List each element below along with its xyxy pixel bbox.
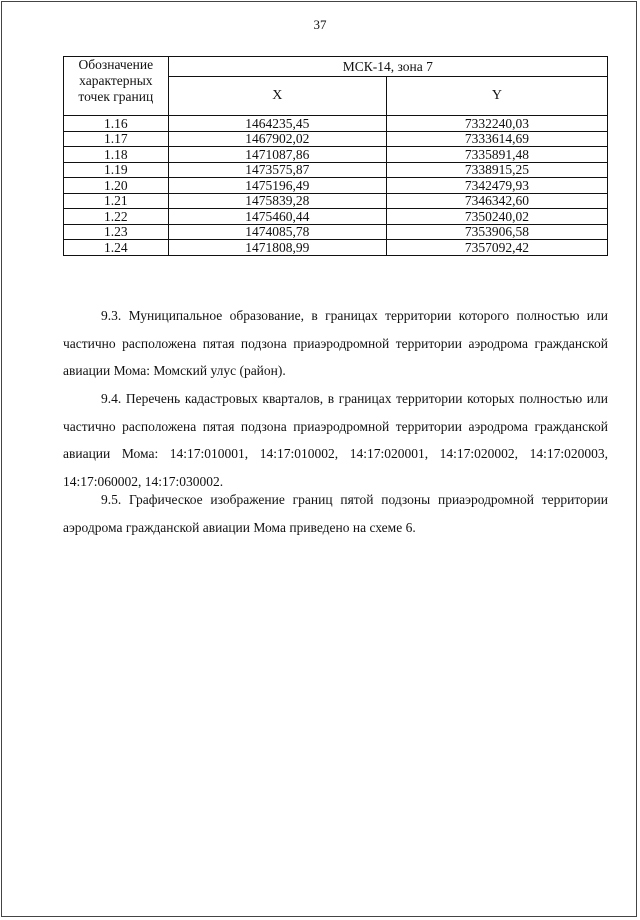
cell-point: 1.21	[64, 193, 169, 209]
cell-x: 1475460,44	[168, 209, 386, 225]
cell-y: 7350240,02	[386, 209, 607, 225]
cell-point: 1.18	[64, 147, 169, 163]
cell-y: 7346342,60	[386, 193, 607, 209]
cell-x: 1475196,49	[168, 178, 386, 194]
paragraph-9-4: 9.4. Перечень кадастровых кварталов, в границах территории которых полностью или частично расположена пятая подзона приаэродромной территории аэродрома гражданской авиации Мома: 14:17:010001, 14:17:010002, 14:17:020001, 14:17:020002, 14:17:020003, 14:17:060002, 14:17:030002.	[63, 391, 608, 489]
cell-y: 7332240,03	[386, 116, 607, 132]
cell-x: 1475839,28	[168, 193, 386, 209]
table-header-row	[64, 57, 608, 77]
header-x: X	[168, 77, 386, 116]
table-body	[64, 116, 608, 256]
cell-y: 7357092,42	[386, 240, 607, 256]
cell-point: 1.24	[64, 240, 169, 256]
table-row	[64, 178, 608, 194]
header-y: Y	[386, 77, 607, 116]
cell-point: 1.17	[64, 131, 169, 147]
paragraph-9-5: 9.5. Графическое изображение границ пятой подзоны приаэродромной территории аэродрома гражданской авиации Мома приведено на схеме 6.	[63, 492, 608, 535]
table-row	[64, 162, 608, 178]
cell-x: 1474085,78	[168, 224, 386, 240]
header-point-designation: Обозначение характерных точек границ	[64, 57, 169, 116]
cell-point: 1.23	[64, 224, 169, 240]
cell-y: 7333614,69	[386, 131, 607, 147]
table-row	[64, 240, 608, 256]
cell-point: 1.20	[64, 178, 169, 194]
table-row	[64, 131, 608, 147]
cell-y: 7335891,48	[386, 147, 607, 163]
header-coordinate-system: МСК-14, зона 7	[168, 57, 607, 77]
table-row	[64, 209, 608, 225]
cell-x: 1467902,02	[168, 131, 386, 147]
cell-x: 1471808,99	[168, 240, 386, 256]
page-number: 37	[313, 17, 327, 32]
table-row	[64, 224, 608, 240]
cell-x: 1464235,45	[168, 116, 386, 132]
paragraph-9-3: 9.3. Муниципальное образование, в границах территории которого полностью или частично расположена пятая подзона приаэродромной территории аэродрома гражданской авиации Мома: Момский улус (район).	[63, 308, 608, 378]
cell-point: 1.22	[64, 209, 169, 225]
cell-y: 7342479,93	[386, 178, 607, 194]
cell-point: 1.16	[64, 116, 169, 132]
table-row	[64, 116, 608, 132]
cell-x: 1471087,86	[168, 147, 386, 163]
table-row	[64, 193, 608, 209]
cell-y: 7353906,58	[386, 224, 607, 240]
cell-y: 7338915,25	[386, 162, 607, 178]
cell-x: 1473575,87	[168, 162, 386, 178]
coordinates-table	[63, 56, 608, 256]
table-row	[64, 147, 608, 163]
cell-point: 1.19	[64, 162, 169, 178]
